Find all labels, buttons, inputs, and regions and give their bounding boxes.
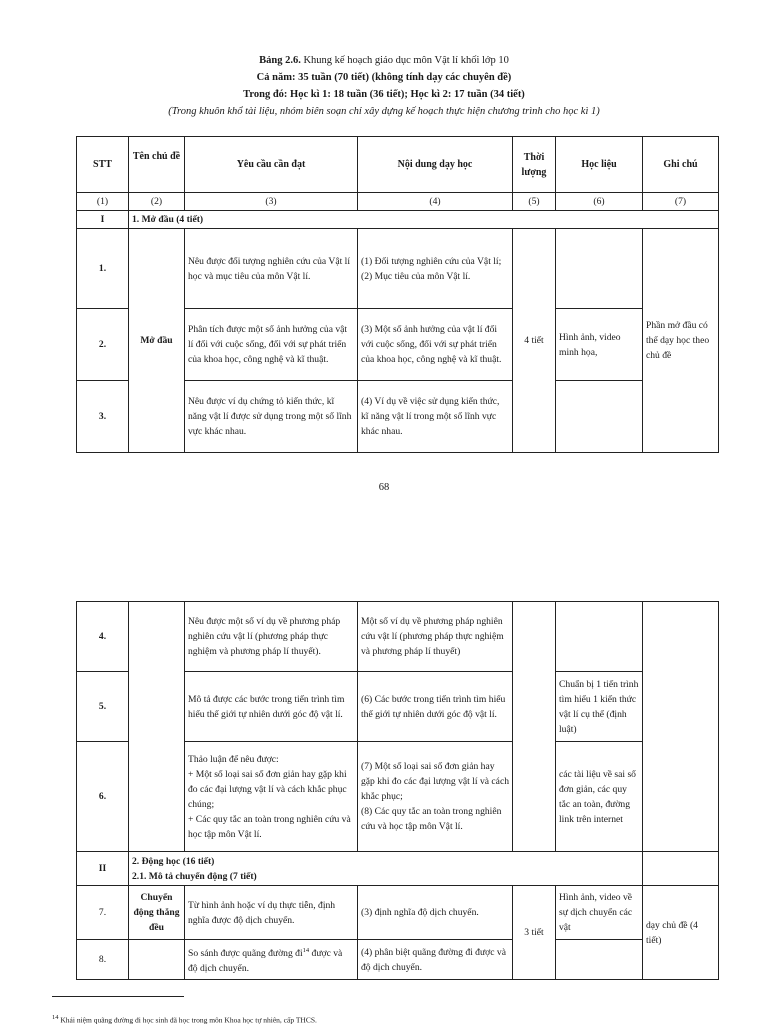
section-blank [643,211,719,229]
col-number: (3) [185,193,358,211]
requirement-cell: Nêu được một số ví dụ về phương pháp nghiên cứu vật lí (phương pháp thực nghiệm và phương pháp lí thuyết). [185,602,358,672]
requirement-cell: Nêu được ví dụ chứng tỏ kiến thức, kĩ năng vật lí được sử dụng trong một số lĩnh vực khác nhau. [185,381,358,453]
materials-cell [556,381,643,453]
caption-semesters: Trong đó: Học kì 1: 18 tuần (36 tiết); Học kì 2: 17 tuần (34 tiết) [243,89,525,100]
section-title-block [129,852,556,886]
row-number: 6. [77,742,129,852]
requirement-cell: Mô tả được các bước trong tiến trình tìm hiểu thế giới tự nhiên dưới góc độ vật lí. [185,672,358,742]
requirement-text: So sánh được quãng đường đi [188,948,303,960]
col-number: (4) [358,193,513,211]
materials-cell [556,602,643,672]
plan-table-page2 [76,601,719,980]
content-cell: (3) Một số ảnh hưởng của vật lí đối với cuộc sống, đối với sự phát triển của khoa học, công nghệ và kĩ thuật. [358,309,513,381]
caption-year: Cả năm: 35 tuần (70 tiết) (không tính dạy các chuyên đề) [256,72,512,83]
section-blank [556,852,643,886]
footnote-number: 14 [52,1014,59,1021]
notes-cell [643,602,719,852]
notes-cell: Phần mở đầu có thể dạy học theo chủ đề [643,229,719,453]
section-blank [643,852,719,886]
table-row [77,886,719,940]
requirement-cell: Phân tích được một số ảnh hưởng của vật lí đối với cuộc sống, đối với sự phát triển của khoa học, công nghệ và kĩ thuật. [185,309,358,381]
col-notes: Ghi chú [643,137,719,193]
section-number: II [77,852,129,886]
col-number: (7) [643,193,719,211]
caption-note: (Trong khuôn khổ tài liệu, nhóm biên soạn chỉ xây dựng kế hoạch thực hiện chương trình cho học kì 1) [168,106,600,117]
table-row [77,940,719,980]
col-number: (1) [77,193,129,211]
section-number: I [77,211,129,229]
row-number: 1. [77,229,129,309]
materials-cell: Hình ảnh, video về sự dịch chuyển các vật [556,886,643,940]
col-requirements: Yêu cầu cần đạt [185,137,358,193]
row-number: 7. [77,886,129,940]
row-number: 2. [77,309,129,381]
plan-table-page1 [76,136,719,453]
materials-cell: Hình ảnh, video minh họa, [556,309,643,381]
caption-title: Khung kế hoạch giáo dục môn Vật lí khối lớp 10 [300,55,509,66]
caption-label: Bảng 2.6. [259,55,301,66]
materials-cell [556,229,643,309]
content-cell: (6) Các bước trong tiến trình tìm hiểu thế giới tự nhiên dưới góc độ vật lí. [358,672,513,742]
row-number: 3. [77,381,129,453]
col-content: Nội dung dạy học [358,137,513,193]
topic-cell: Chuyển động thẳng đều [129,886,185,940]
section-title: 2. Động học (16 tiết) [132,855,215,867]
col-number: (5) [513,193,556,211]
footnote-text: Khái niệm quãng đường đi học sinh đã học trong môn Khoa học tự nhiên, cấp THCS. [58,1015,317,1025]
col-materials: Học liệu [556,137,643,193]
section-row [77,852,719,886]
section-title: 1. Mở đầu (4 tiết) [129,211,643,229]
header-row [77,137,719,193]
materials-cell: các tài liệu về sai số đơn giản, các quy tắc an toàn, đường link trên internet [556,742,643,852]
requirement-cell: Thảo luận để nêu được: + Một số loại sai số đơn giản hay gặp khi đo các đại lượng vật lí và cách khắc phục chúng; + Các quy tắc an toàn trong nghiên cứu và học tập môn Vật lí. [185,742,358,852]
row-number: 8. [77,940,129,980]
time-cell: 3 tiết [513,886,556,980]
content-cell: (7) Một số loại sai số đơn giản hay gặp khi đo các đại lượng vật lí và cách khắc phục; (8) Các quy tắc an toàn trong nghiên cứu và học tập môn Vật lí. [358,742,513,852]
requirement-text-tail: được và độ dịch chuyển. [188,948,343,975]
col-number: (2) [129,193,185,211]
content-cell: (1) Đối tượng nghiên cứu của Vật lí; (2) Mục tiêu của môn Vật lí. [358,229,513,309]
content-cell: Một số ví dụ về phương pháp nghiên cứu vật lí (phương pháp thực nghiệm và phương pháp lí thuyết) [358,602,513,672]
topic-cell [129,940,185,980]
table-row [77,602,719,672]
footnote [52,1014,317,1025]
table-row [77,229,719,309]
topic-cell: Mở đầu [129,229,185,453]
page-number: 68 [378,482,390,493]
section-subtitle: 2.1. Mô tả chuyển động (7 tiết) [132,870,257,882]
content-cell: (4) phân biệt quãng đường đi được và độ dịch chuyển. [358,940,513,980]
col-number: (6) [556,193,643,211]
content-cell: (3) định nghĩa độ dịch chuyển. [358,886,513,940]
materials-cell [556,940,643,980]
time-cell: 4 tiết [513,229,556,453]
section-row [77,211,719,229]
notes-cell: dạy chủ đề (4 tiết) [643,886,719,980]
col-stt: STT [77,137,129,193]
topic-cell [129,602,185,852]
content-cell: (4) Ví dụ về việc sử dụng kiến thức, kĩ năng vật lí trong một số lĩnh vực khác nhau. [358,381,513,453]
requirement-cell: Từ hình ảnh hoặc ví dụ thực tiễn, định nghĩa được độ dịch chuyển. [185,886,358,940]
footnote-mark: 14 [302,946,310,954]
row-number: 4. [77,602,129,672]
time-cell [513,602,556,852]
column-number-row [77,193,719,211]
materials-cell: Chuẩn bị 1 tiến trình tìm hiểu 1 kiến thức vật lí cụ thể (định luật) [556,672,643,742]
row-number: 5. [77,672,129,742]
requirement-cell [185,940,358,980]
col-time: Thời lượng [513,137,556,193]
requirement-cell: Nêu được đối tượng nghiên cứu của Vật lí học và mục tiêu của môn Vật lí. [185,229,358,309]
col-topic: Tên chủ đề [129,137,185,193]
footnote-divider [52,996,184,997]
table-caption [0,52,768,120]
